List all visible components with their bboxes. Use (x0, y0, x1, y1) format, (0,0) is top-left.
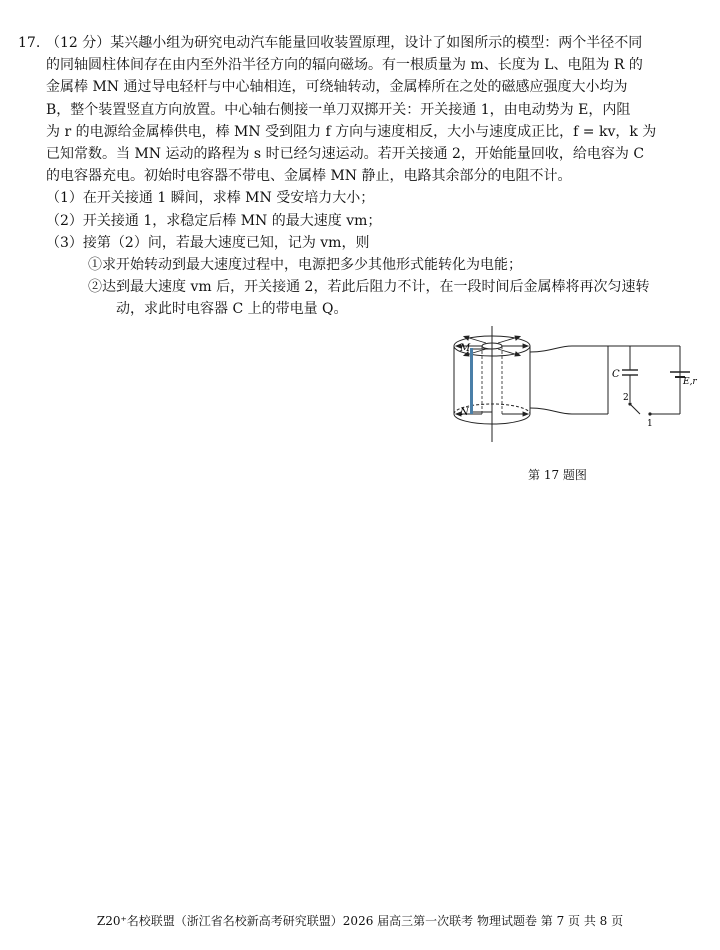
label-switch-2: 2 (623, 393, 629, 403)
problem-17-figure (440, 318, 697, 452)
page-footer: Z20⁺名校联盟（浙江省名校新高考研究联盟）2026 届高三第一次联考 物理试题卷 第 7 页 共 8 页 (96, 914, 624, 928)
question-3a: ①求开始转动到最大速度过程中，电源把多少其他形式能转化为电能； (88, 257, 522, 274)
problem-text-line: 已知常数。当 MN 运动的路程为 s 时已经匀速运动。若开关接通 2，开始能量回收，给电容为 C (46, 146, 645, 163)
label-battery: E,r (683, 377, 697, 387)
question-3: （3）接第（2）问，若最大速度已知，记为 vm，则 (46, 234, 370, 251)
problem-text-line: （12 分）某兴趣小组为研究电动汽车能量回收装置原理，设计了如图所示的模型：两个半径不同 (46, 35, 643, 51)
problem-number: 17. (18, 35, 41, 51)
wire-bottom (530, 408, 608, 414)
problem-text-line: B，整个装置竖直方向放置。中心轴右侧接一单刀双掷开关：开关接通 1，由电动势为 E，内阻 (46, 101, 631, 118)
problem-text-line: 为 r 的电源给金属棒供电，棒 MN 受到阻力 f 方向与速度相反，大小与速度成正比，f = kv，k 为 (46, 123, 657, 140)
figure-caption: 第 17 题图 (528, 468, 587, 482)
question-3b-cont: 动，求此时电容器 C 上的带电量 Q。 (116, 301, 348, 318)
switch-blade (630, 404, 640, 414)
problem-text-line: 金属棒 MN 通过导电轻杆与中心轴相连，可绕轴转动，金属棒所在之处的磁感应强度大小均为 (46, 79, 628, 96)
label-m: M (460, 343, 471, 354)
problem-text-line: 的同轴圆柱体间存在由内至外沿半径方向的辐向磁场。有一根质量为 m、长度为 L、电阻为 R 的 (46, 57, 643, 74)
question-1: （1）在开关接通 1 瞬间，求棒 MN 受安培力大小； (46, 190, 375, 207)
wire-top (530, 346, 608, 352)
problem-text-line: 的电容器充电。初始时电容器不带电、金属棒 MN 静止，电路其余部分的电阻不计。 (46, 168, 572, 185)
label-n: N (460, 407, 469, 418)
label-capacitor: C (612, 369, 620, 380)
question-2: （2）开关接通 1，求稳定后棒 MN 的最大速度 vm； (46, 212, 382, 229)
question-3b: ②达到最大速度 vm 后，开关接通 2，若此后阻力不计，在一段时间后金属棒将再次匀速转 (88, 279, 650, 296)
problem-17 (18, 32, 686, 321)
metal-rod-mn (470, 348, 473, 414)
label-switch-1: 1 (647, 419, 653, 429)
